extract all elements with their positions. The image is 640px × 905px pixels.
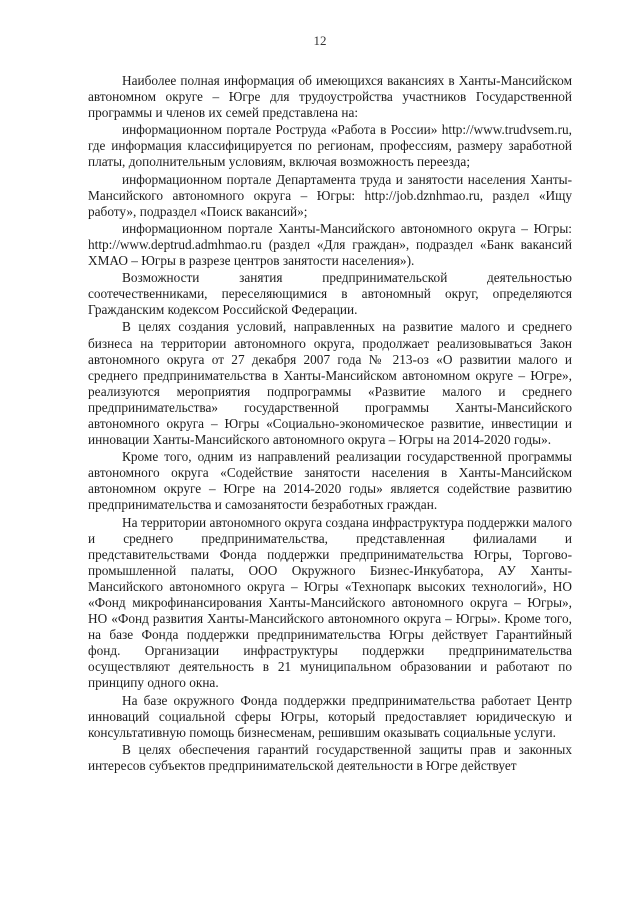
paragraph-infrastructure: На территории автономного округа создана инфраструктура поддержки малого и среднего предпринимательства, представленная филиалами и представительствами Фонда поддержки предпринимательства Югры, Торгово-промышленной палаты, ООО Окружного Бизнес-Инкубатора, АУ Ханты-Мансийского автономного округа – Югры «Технопарк высоких технологий», НО «Фонд микрофинансирования Ханты-Мансийского автономного округа – Югры», НО «Фонд развития Ханты-Мансийского автономного округа – Югры». Кроме того, на базе Фонда поддержки предпринимательства Югры действует Гарантийный фонд. Организации инфраструктуры поддержки предпринимательства осуществляют деятельность в 21 муниципальном образовании и работают по принципу одного окна. <box>88 514 572 691</box>
paragraph-hmao-portal: информационном портале Ханты-Мансийского автономного округа – Югры: http://www.deptrud.admhmao.ru (раздел «Для граждан», подраздел «Банк вакансий ХМАО – Югры в разрезе центров занятости населения»). <box>88 220 572 269</box>
paragraph-rostrud-portal: информационном портале Роструда «Работа в России» http://www.trudvsem.ru, где информация классифицируется по регионам, профессиям, размеру заработной платы, дополнительным условиям, включая возможность переезда; <box>88 122 572 170</box>
paragraph-state-protection: В целях обеспечения гарантий государственной защиты прав и законных интересов субъектов предпринимательской деятельности в Югре действует <box>88 741 572 773</box>
page-number: 12 <box>313 33 327 48</box>
paragraph-employment-program: Кроме того, одним из направлений реализации государственной программы автономного округа «Содействие занятости населения в Ханты-Мансийском автономном округе – Югре на 2014-2020 годы» является содействие развитию предпринимательства и самозанятости безработных граждан. <box>88 449 572 513</box>
document-body <box>88 73 572 775</box>
paragraph-small-business-law: В целях создания условий, направленных на развитие малого и среднего бизнеса на территории автономного округа, продолжает реализовываться Закон автономного округа от 27 декабря 2007 года № 213-оз «О развитии малого и среднего предпринимательства в Ханты-Мансийском автономном округе – Югре», реализуются мероприятия подпрограммы «Развитие малого и среднего предпринимательства» государственной программы Ханты-Мансийского автономного округа – Югры «Социально-экономическое развитие, инвестиции и инновации Ханты-Мансийского автономного округа – Югры на 2014-2020 годы». <box>88 319 572 448</box>
paragraph-entrepreneurship: Возможности занятия предпринимательской деятельностью соотечественниками, переселяющимися в автономный округ, определяются Гражданским кодексом Российской Федерации. <box>88 270 572 318</box>
paragraph-vacancy-info: Наиболее полная информация об имеющихся вакансиях в Ханты-Мансийском автономном округе – Югре для трудоустройства участников Государственной программы и членов их семей представлена на: <box>88 73 572 121</box>
paragraph-innovation-center: На базе окружного Фонда поддержки предпринимательства работает Центр инноваций социальной сферы Югры, который предоставляет юридическую и консультативную помощь бизнесменам, решившим оказывать социальные услуги. <box>88 692 572 740</box>
paragraph-dept-labor-portal: информационном портале Департамента труда и занятости населения Ханты-Мансийского автономного округа – Югры: http://job.dznhmao.ru, раздел «Ищу работу», подраздел «Поиск вакансий»; <box>88 171 572 219</box>
